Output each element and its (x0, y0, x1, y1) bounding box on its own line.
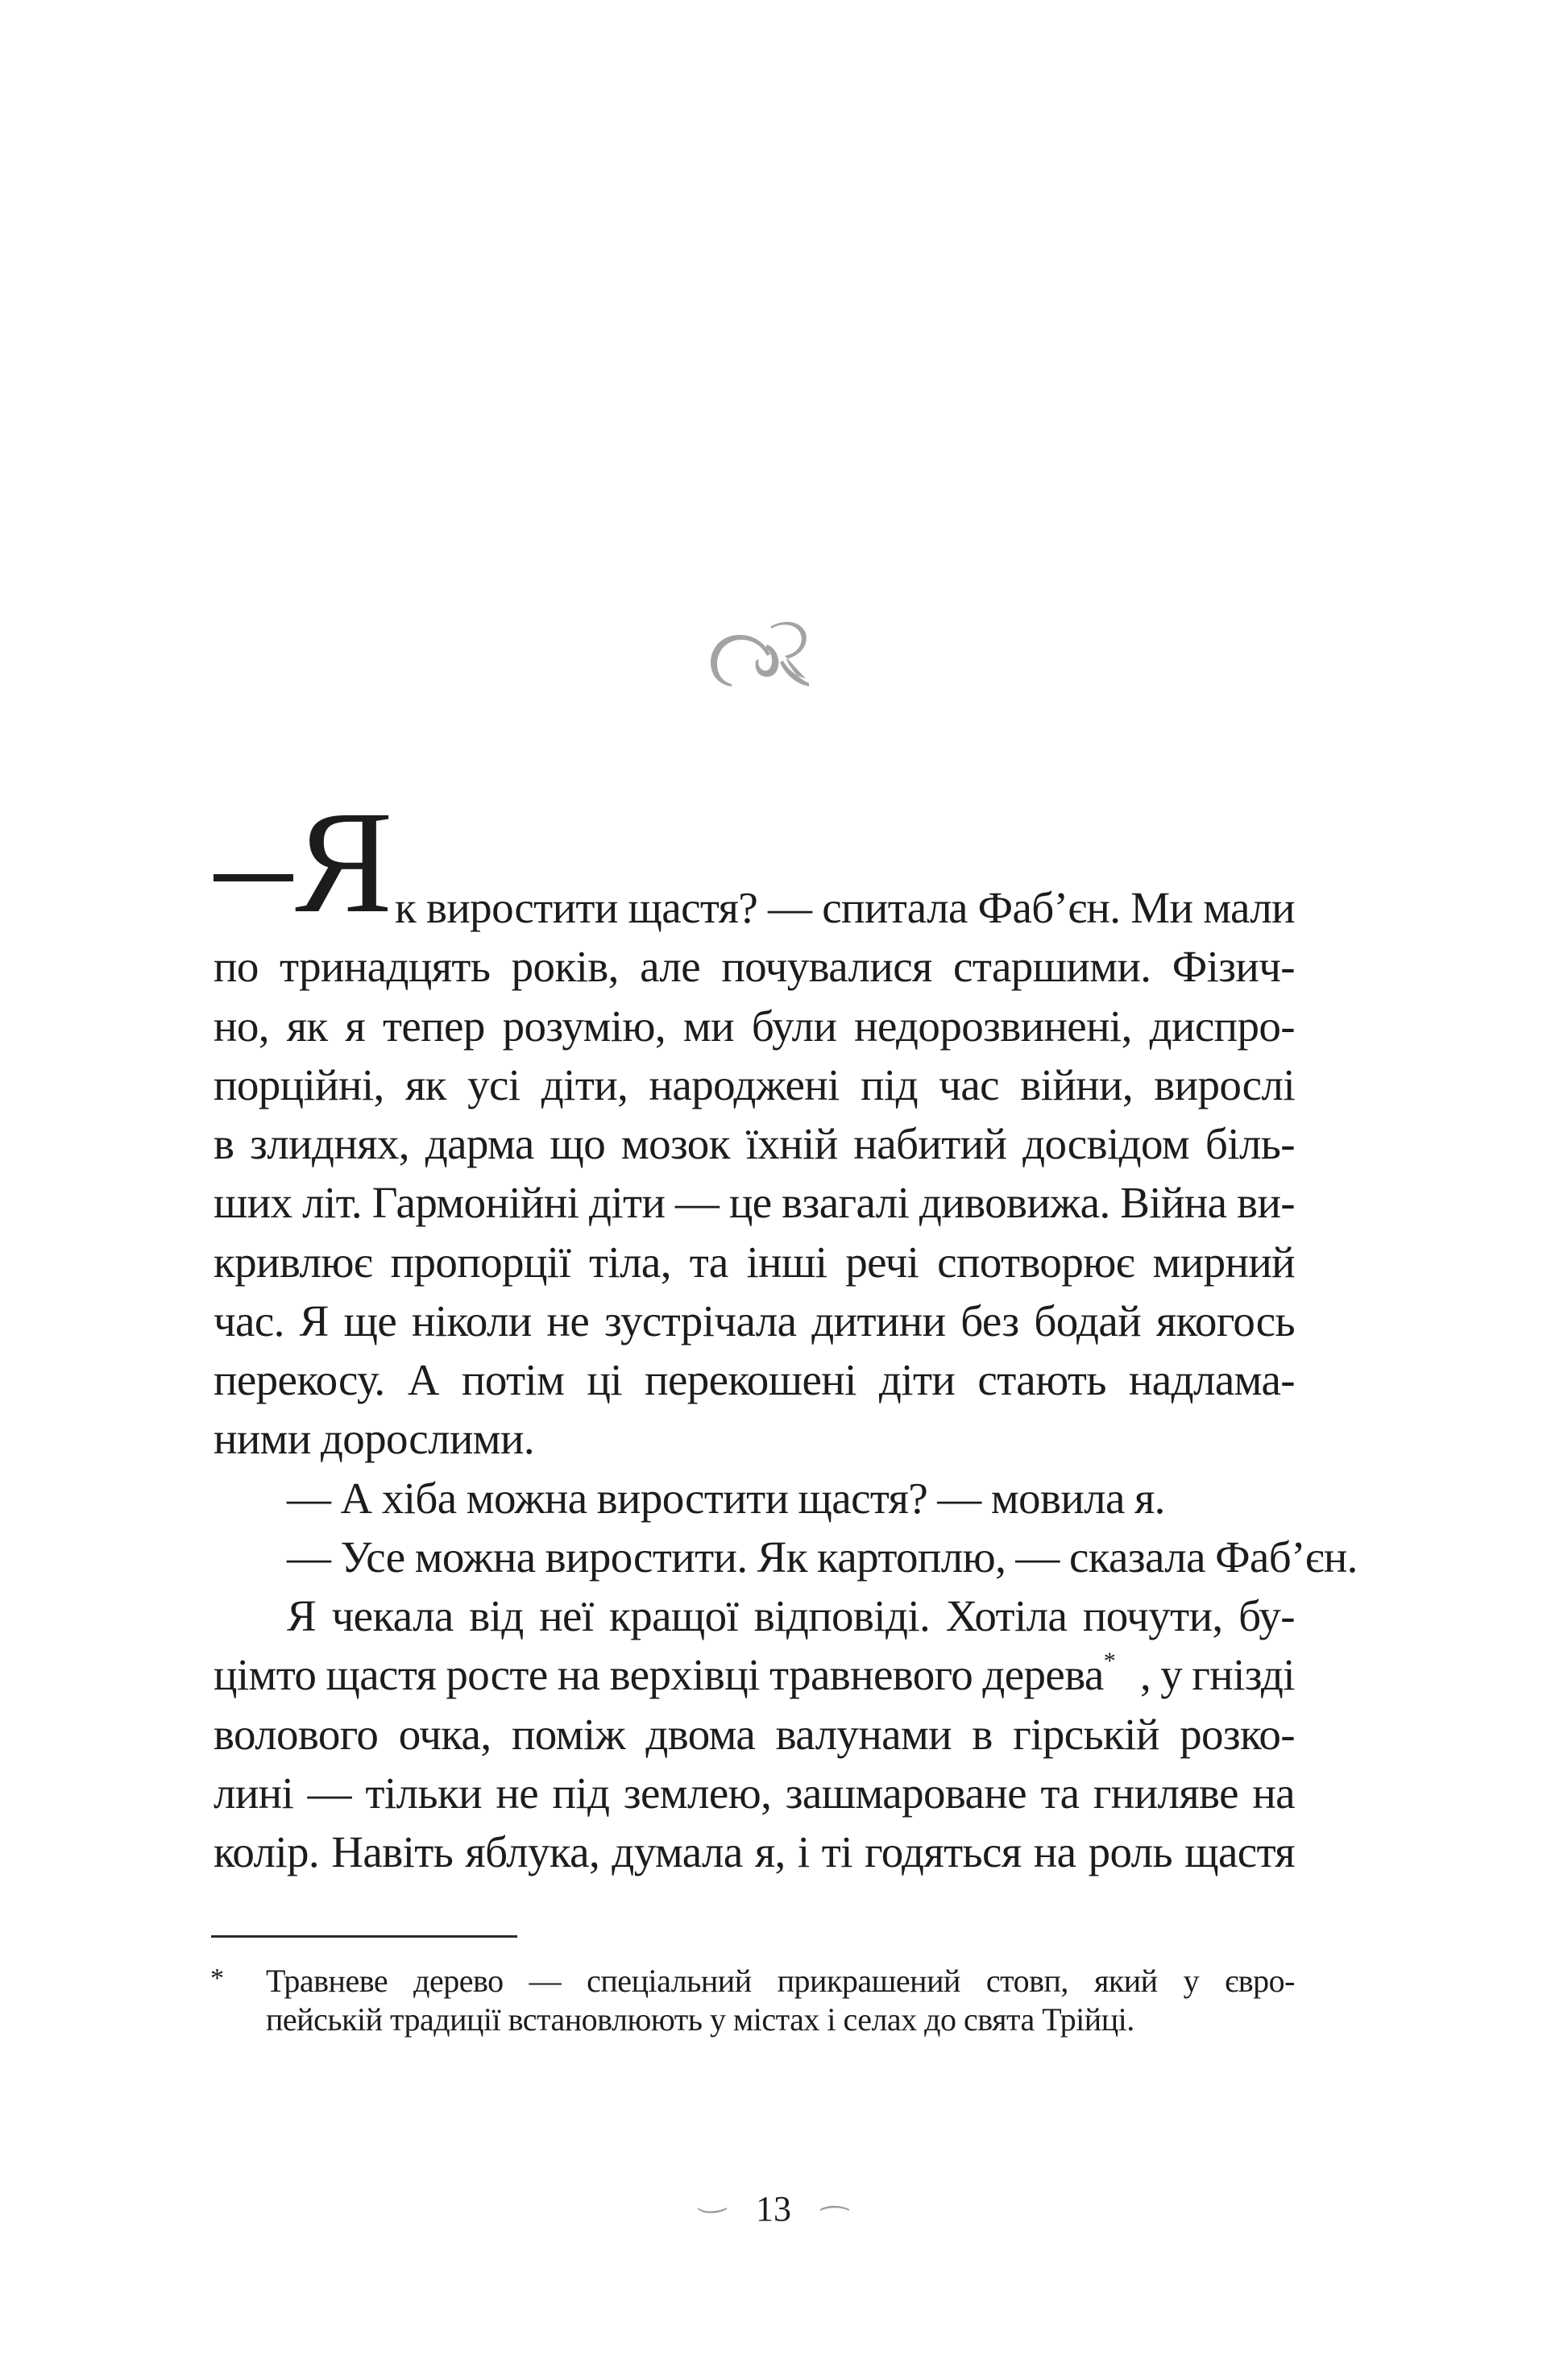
footnote-reference[interactable]: * (1103, 1648, 1116, 1674)
body-line: Я чекала від неї кращої відповіді. Хотіла почути, бу- (287, 1591, 1295, 1640)
dialogue-line: — А хіба можна виростити щастя? — мовила я. (287, 1474, 1165, 1523)
body-line-text: цімто щастя росте на верхівці травневого дерева (214, 1650, 1104, 1699)
body-line-with-footnote (214, 1645, 1295, 1705)
body-line: но, як я тепер розумію, ми були недорозвинені, диспро- (214, 1001, 1295, 1051)
body-line: лині — тільки не під землею, зашмароване та гниляве на (214, 1768, 1295, 1818)
footnote-mark: * (210, 1963, 224, 1993)
body-line: по тринадцять років, але почувалися старшими. Фізич- (214, 942, 1295, 991)
body-line: час. Я ще ніколи не зустрічала дитини без бодай якогось (214, 1296, 1295, 1345)
body-line: порційні, як усі діти, народжені під час війни, вирослі (214, 1060, 1295, 1109)
dialogue-line: — Усе можна виростити. Як картоплю, — сказала Фаб’єн. (287, 1532, 1358, 1582)
body-line: кривлює пропорції тіла, та інші речі спотворює мирний (214, 1238, 1295, 1287)
drop-cap-letter: Я (295, 782, 393, 943)
body-line: волового очка, поміж двома валунами в гірській розко- (214, 1710, 1295, 1759)
left-swash-icon (696, 2204, 728, 2215)
footnote-line: пейській традиції встановлюють у містах і селах до свята Трійці. (266, 2001, 1134, 2038)
footnote-line: Травневе дерево — спеціальний прикрашений стовп, який у євро- (266, 1963, 1295, 1999)
body-line-tail: , у гнізді (1139, 1650, 1295, 1699)
drop-cap-dash (214, 874, 293, 881)
body-line: колір. Навіть яблука, думала я, і ті годяться на роль щастя (214, 1827, 1295, 1876)
footnote-separator (211, 1935, 517, 1938)
body-line: в злиднях, дарма що мозок їхній набитий досвідом біль- (214, 1119, 1295, 1168)
right-swash-icon (819, 2204, 851, 2215)
body-line: перекосу. А потім ці перекошені діти стають надлама- (214, 1355, 1295, 1404)
page-folio (0, 2185, 1547, 2233)
body-line: ших літ. Гармонійні діти — це взагалі дивовижа. Війна ви- (214, 1178, 1295, 1227)
body-line-part (214, 1645, 1115, 1705)
page-number: 13 (756, 2189, 791, 2229)
body-line: ними дорослими. (214, 1414, 534, 1463)
floral-ornament-icon (707, 620, 814, 690)
body-line: к виростити щастя? — спитала Фаб’єн. Ми мали (395, 883, 1295, 932)
